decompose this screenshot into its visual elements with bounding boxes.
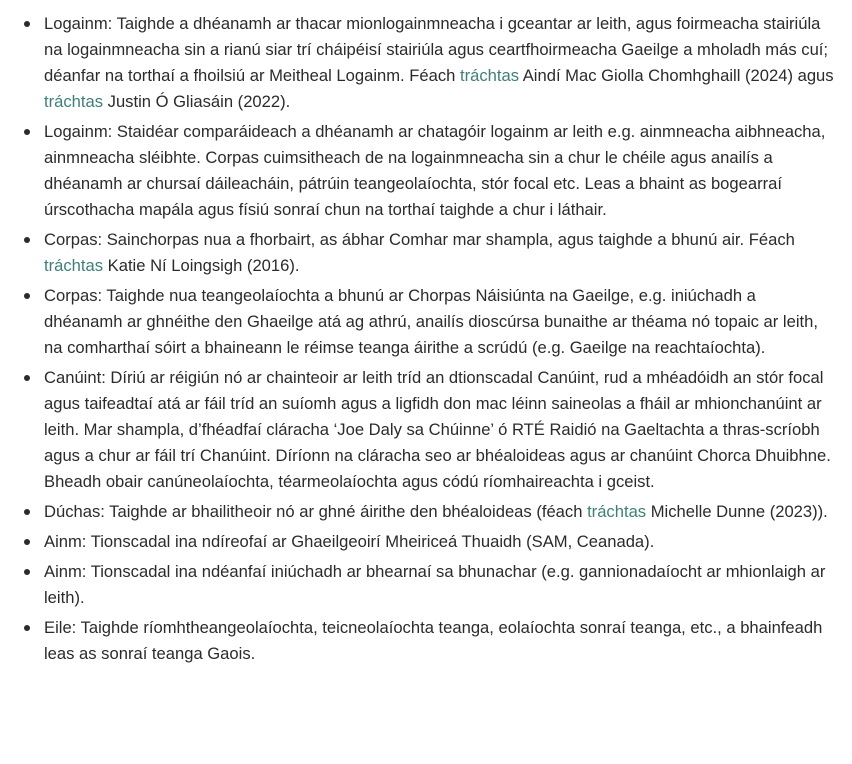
list-item [44, 11, 834, 115]
list-item [44, 227, 834, 279]
list-item [44, 529, 834, 555]
list-item [44, 119, 834, 223]
item-text: Ainm: Tionscadal ina ndéanfaí iniúchadh ar bhearnaí sa bhunachar (e.g. gannionadaíocht ar mhionlaigh ar leith). [44, 562, 826, 607]
item-text: Logainm: Staidéar comparáideach a dhéanamh ar chatagóir logainm ar leith e.g. ainmneacha aibhneacha, ainmneacha sléibhte. Corpas cuimsitheach de na logainmneacha sin a chur le chéile agus anailís a dhéanamh ar chursaí dáileacháin, pátrúin teangeolaíochta, stór focal etc. Leas a bhaint as bogearraí úrscothacha mapála agus físiú sonraí chun na torthaí taighde a chur i láthair. [44, 122, 826, 219]
item-text: Ainm: Tionscadal ina ndíreofaí ar Ghaeilgeoirí Mheiriceá Thuaidh (SAM, Ceanada). [44, 532, 655, 551]
list-item [44, 365, 834, 495]
thesis-link[interactable]: tráchtas [44, 92, 104, 111]
item-text: Logainm: Taighde a dhéanamh ar thacar mionlogainmneacha i gceantar ar leith, agus foirmeacha stairiúla na logainmneacha sin a rianú siar trí cháipéisí stairiúla agus ceartfhoirmeacha Gaeilge a mholadh más cuí; déanfar na torthaí a fhoilsiú ar Meitheal Logainm. Féach [44, 14, 829, 85]
item-text: Corpas: Taighde nua teangeolaíochta a bhunú ar Chorpas Náisiúnta na Gaeilge, e.g. iniúchadh a dhéanamh ar ghnéithe den Ghaeilge atá ag athrú, anailís dioscúrsa bunaithe ar théama nó topaic ar leith, na comharthaí sóirt a bhaineann le réimse teanga áirithe a scrúdú (e.g. Gaeilge na reachtaíochta). [44, 286, 818, 357]
thesis-link[interactable]: tráchtas [587, 502, 647, 521]
item-text: Dúchas: Taighde ar bhailitheoir nó ar ghné áirithe den bhéaloideas (féach [44, 502, 588, 521]
item-text: Aindí Mac Giolla Chomhghaill (2024) agus [519, 66, 834, 85]
item-text: Michelle Dunne (2023)). [646, 502, 828, 521]
list-item [44, 559, 834, 611]
list-item [44, 499, 834, 525]
list-item [44, 283, 834, 361]
item-text: Eile: Taighde ríomhtheangeolaíochta, teicneolaíochta teanga, eolaíochta sonraí teanga, etc., a bhainfeadh leas as sonraí teanga Gaois. [44, 618, 823, 663]
thesis-link[interactable]: tráchtas [460, 66, 520, 85]
item-text: Corpas: Sainchorpas nua a fhorbairt, as ábhar Comhar mar shampla, agus taighde a bhunú air. Féach [44, 230, 795, 249]
item-text: Katie Ní Loingsigh (2016). [103, 256, 300, 275]
item-text: Canúint: Díriú ar réigiún nó ar chainteoir ar leith tríd an dtionscadal Canúint, rud a mhéadóidh an stór focal agus taifeadtaí atá ar fáil tríd an suíomh agus a ligfidh don mac léinn saineolas a fháil ar mhionchanúint ar leith. Mar shampla, d’fhéadfaí cláracha ‘Joe Daly sa Chúinne’ ó RTÉ Raidió na Gaeltachta a thras-scríobh agus a chur ar fáil trí Chanúint. Díríonn na cláracha seo ar bhéaloideas agus ar chanúint Chorca Dhuibhne. Bheadh obair canúneolaíochta, téarmeolaíochta agus códú ríomhaireachta i gceist. [44, 368, 831, 491]
item-text: Justin Ó Gliasáin (2022). [103, 92, 291, 111]
list-item [44, 615, 834, 667]
thesis-link[interactable]: tráchtas [44, 256, 104, 275]
